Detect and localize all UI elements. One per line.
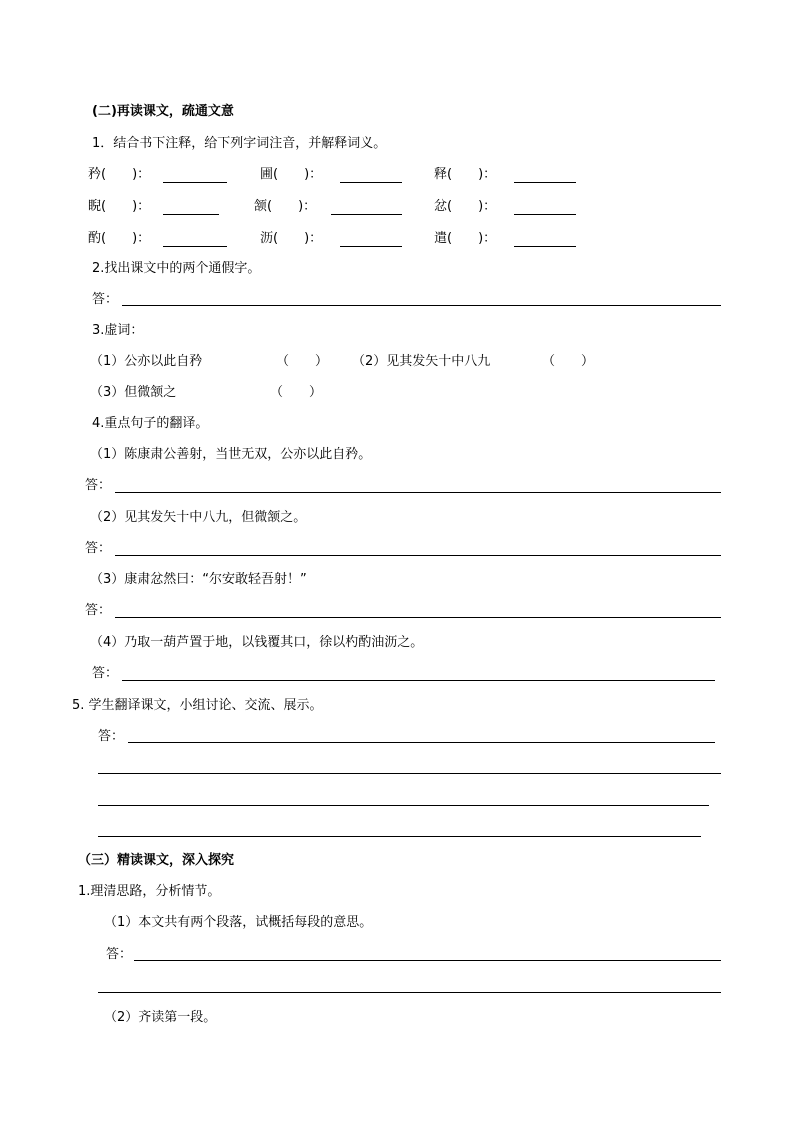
vocab-item: 矜 ( ) ： [88, 167, 151, 182]
function-word-item: （1）公亦以此自矜 [90, 354, 203, 369]
answer-label: 答： [92, 292, 119, 307]
answer-label: 答： [85, 541, 112, 556]
vocab-item: 忿 ( ) ： [434, 199, 497, 214]
answer-line[interactable] [128, 742, 715, 743]
answer-label: 答： [92, 666, 119, 681]
answer-line[interactable] [122, 680, 715, 681]
vocab-blank[interactable] [331, 214, 402, 215]
vocab-blank[interactable] [340, 182, 402, 183]
vocab-blank[interactable] [163, 214, 219, 215]
q3-prompt: 3.虚词： [92, 323, 144, 338]
vocab-blank[interactable] [163, 182, 227, 183]
vocab-blank[interactable] [514, 182, 576, 183]
section-3-title: （三）精读课文，深入探究 [78, 853, 235, 868]
answer-line[interactable] [122, 305, 721, 306]
translation-sentence: （1）陈康肃公善射，当世无双，公亦以此自矜。 [90, 447, 372, 462]
translation-sentence: （4）乃取一葫芦置于地，以钱覆其口，徐以杓酌油沥之。 [90, 635, 424, 650]
s3-q1-sub1: （1）本文共有两个段落，试概括每段的意思。 [104, 915, 373, 930]
vocab-blank[interactable] [514, 246, 576, 247]
answer-label: 答： [106, 947, 133, 962]
answer-line[interactable] [115, 555, 721, 556]
vocab-item: 酌 ( ) ： [88, 231, 151, 246]
s3-q1-prompt: 1.理清思路，分析情节。 [78, 884, 221, 899]
translation-sentence: （3）康肃忿然曰：“尔安敢轻吾射！” [90, 572, 307, 587]
q5-prompt: 5. 学生翻译课文，小组讨论、交流、展示。 [72, 698, 323, 713]
vocab-item: 睨 ( ) ： [88, 199, 151, 214]
answer-line[interactable] [115, 492, 721, 493]
vocab-blank[interactable] [163, 246, 227, 247]
answer-line[interactable] [98, 992, 721, 993]
answer-line[interactable] [98, 773, 721, 774]
answer-line[interactable] [115, 617, 721, 618]
q4-prompt: 4.重点句子的翻译。 [92, 416, 209, 431]
vocab-item: 沥 ( ) ： [260, 231, 323, 246]
blank-paren[interactable]: （ ） [276, 354, 329, 369]
blank-paren[interactable]: （ ） [270, 385, 323, 400]
q1-prompt: 1．结合书下注释，给下列字词注音，并解释词义。 [92, 136, 387, 151]
blank-paren[interactable]: （ ） [542, 354, 595, 369]
answer-line[interactable] [98, 805, 709, 806]
s3-q1-sub2: （2）齐读第一段。 [104, 1010, 217, 1025]
translation-sentence: （2）见其发矢十中八九，但微颔之。 [90, 510, 307, 525]
answer-label: 答： [85, 478, 112, 493]
vocab-item: 遣 ( ) ： [434, 231, 497, 246]
vocab-blank[interactable] [340, 246, 402, 247]
vocab-item: 圃 ( ) ： [260, 167, 323, 182]
q2-prompt: 2.找出课文中的两个通假字。 [92, 261, 261, 276]
answer-label: 答： [85, 603, 112, 618]
vocab-blank[interactable] [514, 214, 576, 215]
answer-line[interactable] [98, 836, 701, 837]
vocab-item: 释 ( ) ： [434, 167, 497, 182]
function-word-item: （2）见其发矢十中八九 [352, 354, 491, 369]
function-word-item: （3）但微颔之 [90, 385, 177, 400]
vocab-item: 颔 ( ) ： [254, 199, 317, 214]
section-2-title: (二)再读课文，疏通文意 [92, 104, 234, 119]
answer-line[interactable] [134, 960, 721, 961]
answer-label: 答： [98, 729, 125, 744]
